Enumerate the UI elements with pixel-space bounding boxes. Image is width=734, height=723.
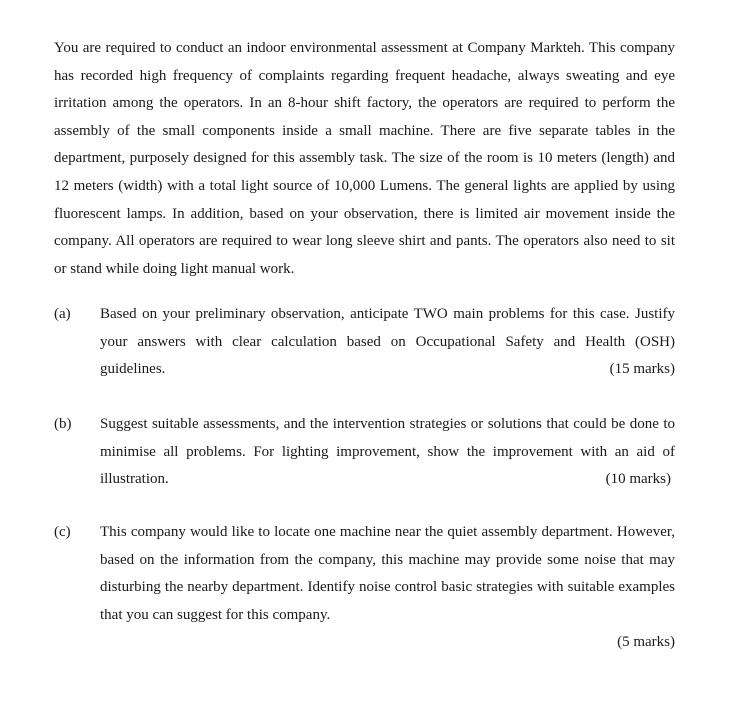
question-body: Based on your preliminary observation, anticipate TWO main problems for this case. Justify your answers with clear calculation based on Occupational Safety and Health (OSH) guidelines. bbox=[100, 306, 675, 378]
question-a bbox=[54, 301, 675, 384]
marks-line bbox=[100, 629, 675, 657]
question-body: Suggest suitable assessments, and the intervention strategies or solutions that could be done to minimise all problems. For lighting improvement, show the improvement with an aid of illustration. bbox=[100, 416, 675, 488]
marks-label: (15 marks) bbox=[609, 361, 675, 378]
question-c bbox=[54, 519, 675, 657]
question-label: (b) bbox=[54, 416, 72, 432]
question-text bbox=[100, 411, 675, 494]
question-body: This company would like to locate one machine near the quiet assembly department. However, based on the information from the company, this machine may provide some noise that may disturbing the nearby department. Identify noise control basic strategies with suitable examples that you can suggest for this company. bbox=[100, 524, 675, 623]
question-label: (c) bbox=[54, 524, 71, 540]
question-text bbox=[100, 301, 675, 384]
question-text bbox=[100, 519, 675, 657]
question-label: (a) bbox=[54, 306, 71, 322]
marks-label: (5 marks) bbox=[617, 634, 675, 651]
intro-paragraph: You are required to conduct an indoor environmental assessment at Company Markteh. This company has recorded high frequency of complaints regarding frequent headache, always sweating and eye irritation among the operators. In an 8-hour shift factory, the operators are required to perform the assembly of the small components inside a small machine. There are five separate tables in the department, purposely designed for this assembly task. The size of the room is 10 meters (length) and 12 meters (width) with a total light source of 10,000 Lumens. The general lights are applied by using fluorescent lamps. In addition, based on your observation, there is limited air movement inside the company. All operators are required to wear long sleeve shirt and pants. The operators also need to sit or stand while doing light manual work. bbox=[54, 40, 675, 277]
marks-label: (10 marks) bbox=[605, 471, 671, 488]
question-b bbox=[54, 411, 675, 494]
